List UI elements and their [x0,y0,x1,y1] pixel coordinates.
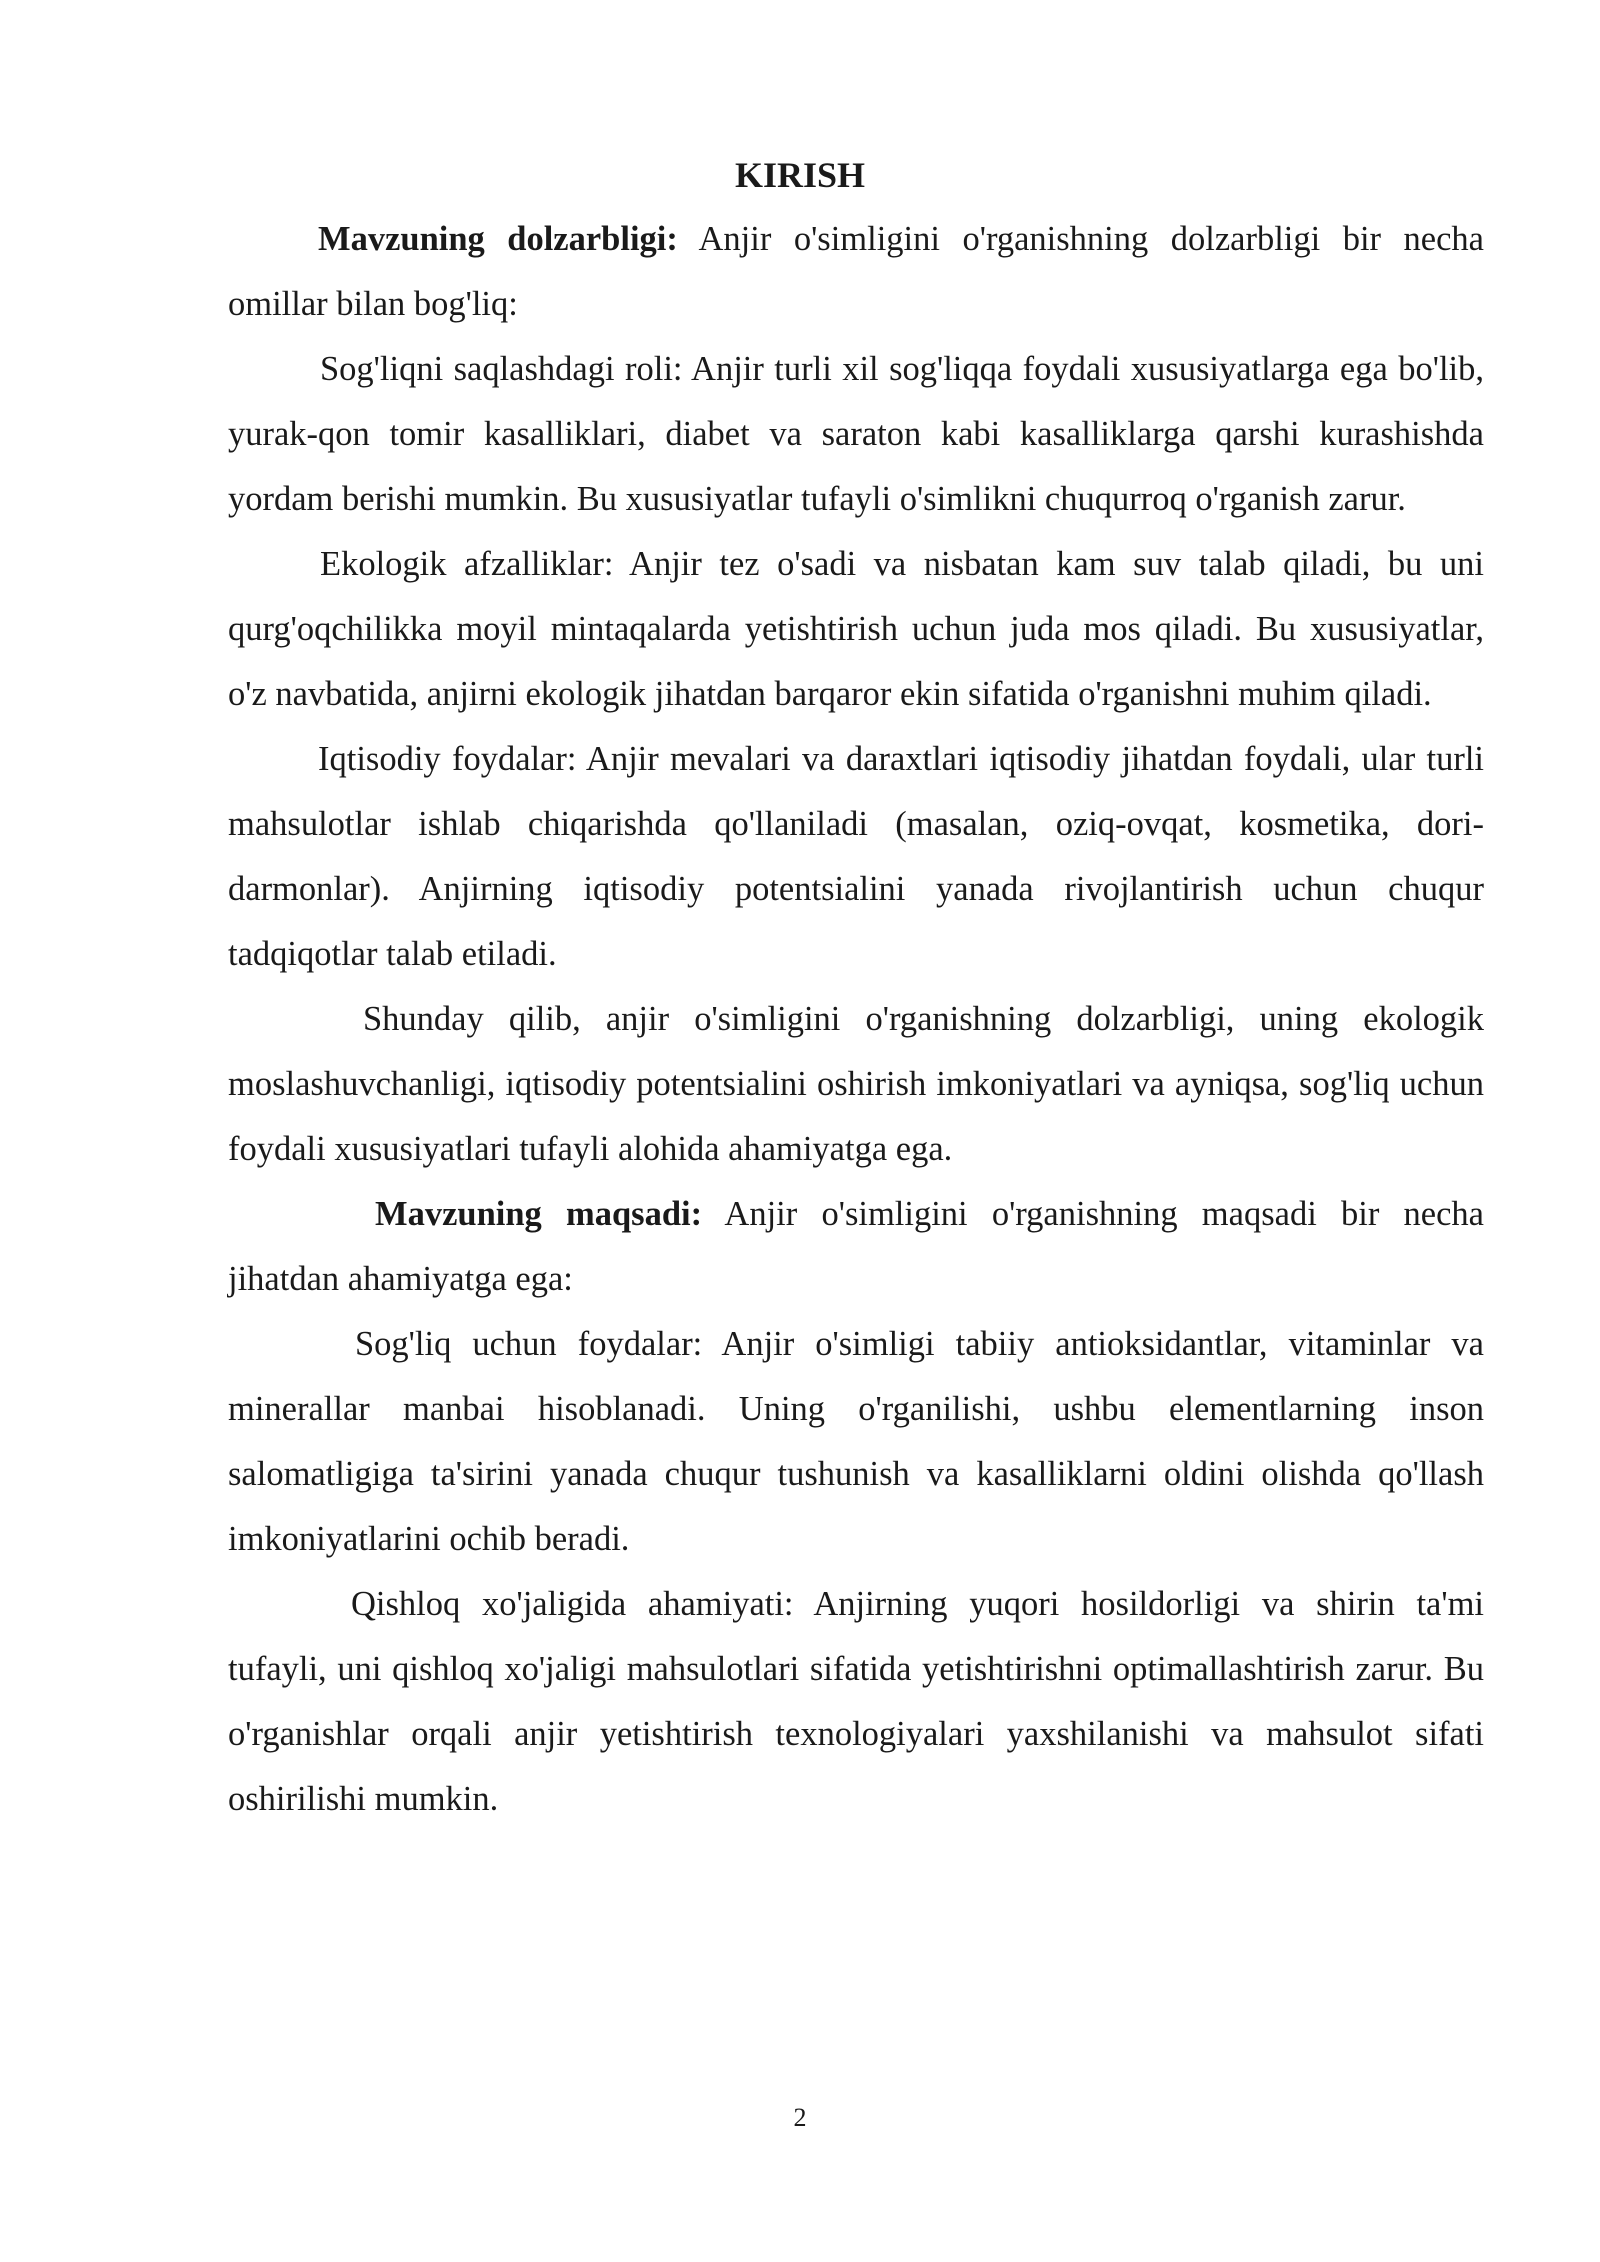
paragraph-text: Sog'liq uchun foydalar: Anjir o'simligi tabiiy antioksidantlar, vitaminlar va minerallar manbai hisoblanadi. Uning o'rganilishi, ushbu elementlarning inson salomatligiga ta'sirini yanada chuqur tushunish va kasalliklarni oldini olishda qo'llash imkoniyatlarini ochib beradi. [228,1325,1484,1558]
paragraph-text: Anjir o'simligini o'rganishning dolzarbligi bir necha omillar bilan bog'liq: [228,220,1484,323]
paragraph-summary [228,987,1484,1182]
paragraph-ecological-benefits [228,532,1484,727]
paragraph-economic-benefits [228,727,1484,987]
paragraph-text: Ekologik afzalliklar: Anjir tez o'sadi va nisbatan kam suv talab qiladi, bu uni qurg'oqchilikka moyil mintaqalarda yetishtirish uchun juda mos qiladi. Bu xususiyatlar, o'z navbatida, anjirni ekologik jihatdan barqaror ekin sifatida o'rganishni muhim qiladi. [228,545,1484,713]
paragraph-lead: Mavzuning dolzarbligi: [318,220,678,258]
paragraph-text: Qishloq xo'jaligida ahamiyati: Anjirning yuqori hosildorligi va shirin ta'mi tufayli, uni qishloq xo'jaligi mahsulotlari sifatida yetishtirishni optimallashtirish zarur. Bu o'rganishlar orqali anjir yetishtirish texnologiyalari yaxshilanishi va mahsulot sifati oshirilishi mumkin. [228,1585,1484,1818]
paragraph-text: Shunday qilib, anjir o'simligini o'rganishning dolzarbligi, uning ekologik moslashuvchanligi, iqtisodiy potentsialini oshirish imkoniyatlari va ayniqsa, sog'liq uchun foydali xususiyatlari tufayli alohida ahamiyatga ega. [228,1000,1484,1168]
document-body [228,207,1484,1832]
paragraph-text: Iqtisodiy foydalar: Anjir mevalari va daraxtlari iqtisodiy jihatdan foydali, ular turli mahsulotlar ishlab chiqarishda qo'llaniladi (masalan, oziq-ovqat, kosmetika, dori-darmonlar). Anjirning iqtisodiy potentsialini yanada rivojlantirish uchun chuqur tadqiqotlar talab etiladi. [228,740,1484,973]
paragraph-agriculture [228,1572,1484,1832]
paragraph-lead: Mavzuning maqsadi: [375,1195,703,1233]
page-title: KIRISH [734,155,866,195]
paragraph-text: Sog'liqni saqlashdagi roli: Anjir turli xil sog'liqqa foydali xususiyatlarga ega bo'lib, yurak-qon tomir kasalliklari, diabet va saraton kabi kasalliklarga qarshi kurashishda yordam berishi mumkin. Bu xususiyatlar tufayli o'simlikni chuqurroq o'rganish zarur. [228,350,1484,518]
paragraph-health-benefits [228,1312,1484,1572]
paragraph-relevance [228,207,1484,337]
paragraph-goal [228,1182,1484,1312]
paragraph-text: Anjir o'simligini o'rganishning maqsadi bir necha jihatdan ahamiyatga ega: [228,1195,1484,1298]
page-number: 2 [793,2103,807,2132]
paragraph-health-role [228,337,1484,532]
